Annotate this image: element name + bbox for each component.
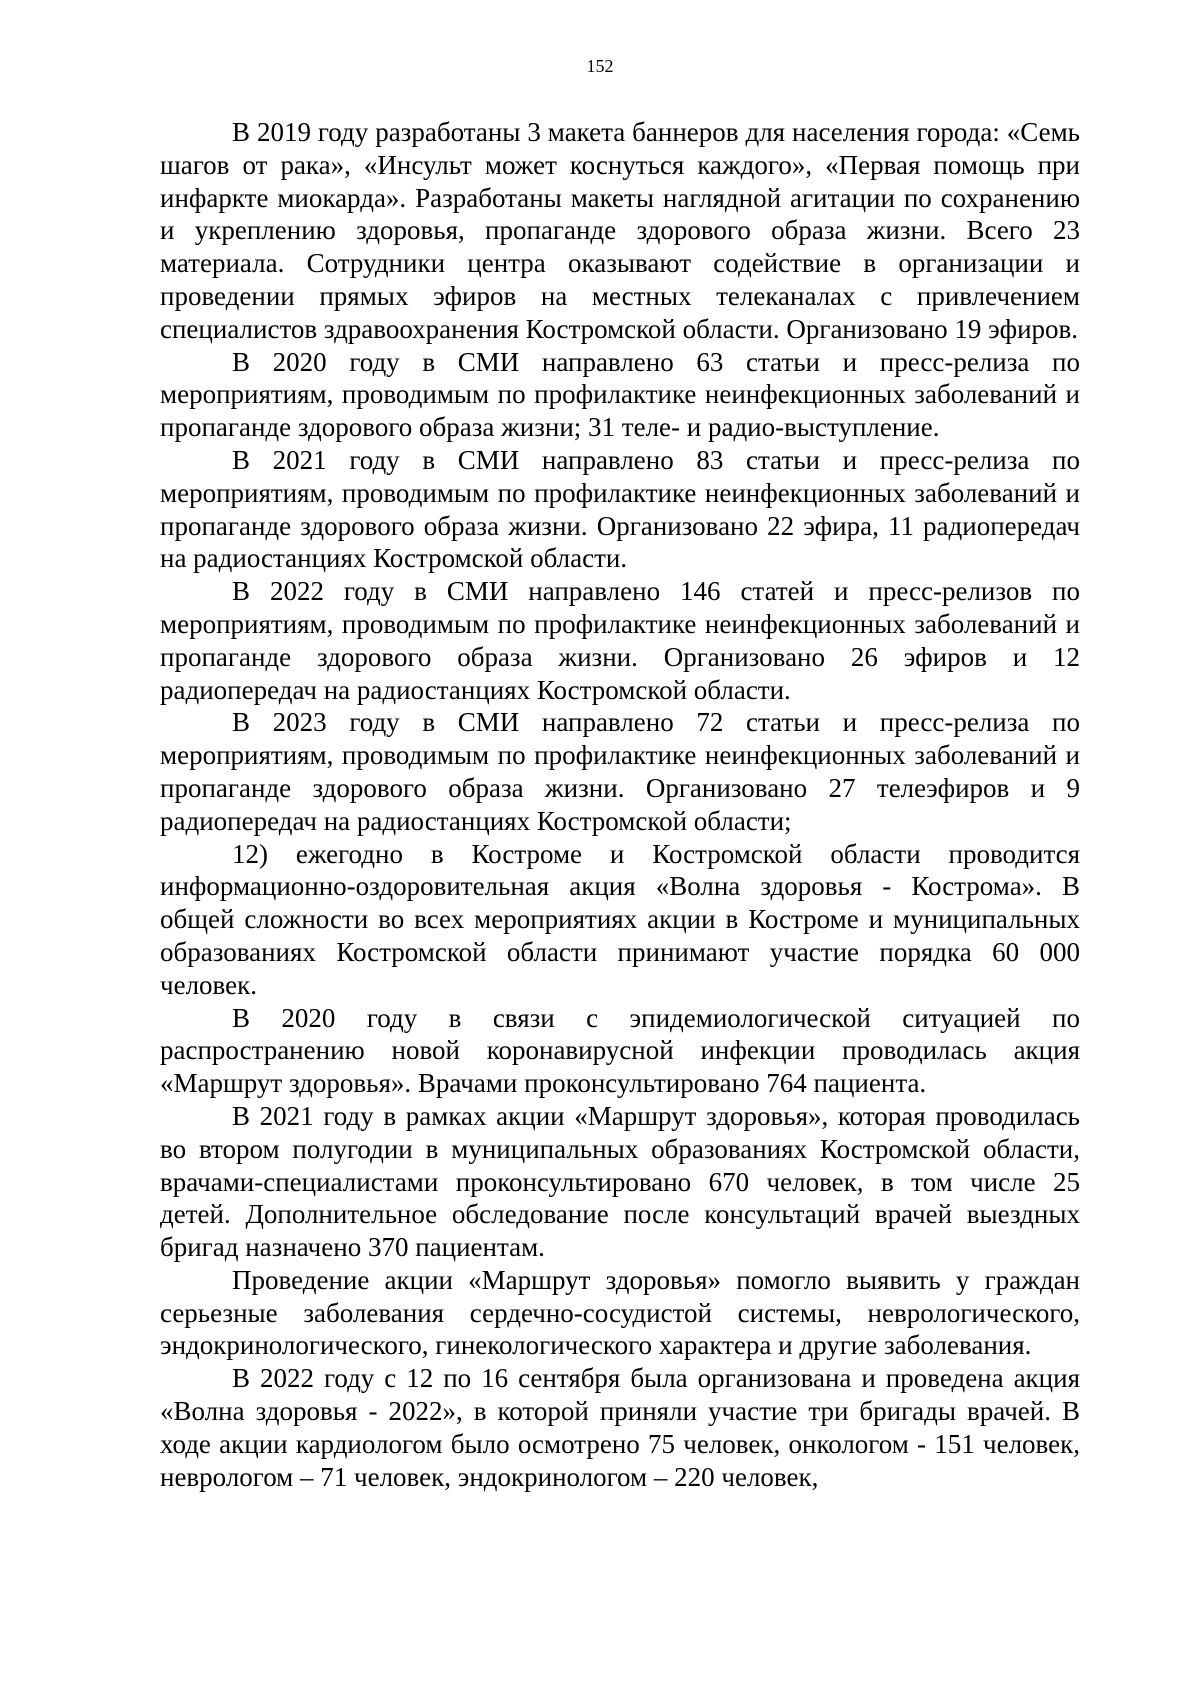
page-number: 152 xyxy=(586,56,614,76)
paragraph-2023-media: В 2023 году в СМИ направлено 72 статьи и пресс-релиза по мероприятиям, проводимым по профилактике неинфекционных заболеваний и пропаганде здорового образа жизни. Организовано 27 телеэфиров и 9 радиопередач на радиостанциях Костромской области; xyxy=(160,707,1080,836)
paragraph-2022-media: В 2022 году в СМИ направлено 146 статей и пресс-релизов по мероприятиям, проводимым по профилактике неинфекционных заболеваний и пропаганде здорового образа жизни. Организовано 26 эфиров и 12 радиопередач на радиостанциях Костромской области. xyxy=(160,576,1080,705)
paragraph-2020-health-route: В 2020 году в связи с эпидемиологической ситуацией по распространению новой коронавирусной инфекции проводилась акция «Маршрут здоровья». Врачами проконсультировано 764 пациента. xyxy=(160,1002,1080,1099)
paragraph-2022-health-wave: В 2022 году с 12 по 16 сентября была организована и проведена акция «Волна здоровья - 2022», в которой приняли участие три бригады врачей. В ходе акции кардиологом было осмотрено 75 человек, онкологом - 151 человек, неврологом – 71 человек, эндокринологом – 220 человек, xyxy=(160,1363,1080,1492)
paragraph-2021-media: В 2021 году в СМИ направлено 83 статьи и пресс-релиза по мероприятиям, проводимым по профилактике неинфекционных заболеваний и пропаганде здорового образа жизни. Организовано 22 эфира, 11 радиопередач на радиостанциях Костромской области. xyxy=(160,444,1080,574)
paragraph-item-12-health-wave: 12) ежегодно в Костроме и Костромской области проводится информационно-оздоровительная акция «Волна здоровья - Кострома». В общей сложности во всех мероприятиях акции в Костроме и муниципальных образованиях Костромской области принимают участие порядка 60 000 человек. xyxy=(160,838,1080,1000)
paragraph-2020-media: В 2020 году в СМИ направлено 63 статьи и пресс-релиза по мероприятиям, проводимым по профилактике неинфекционных заболеваний и пропаганде здорового образа жизни; 31 теле- и радио-выступление. xyxy=(160,346,1080,443)
paragraph-2021-health-route: В 2021 году в рамках акции «Маршрут здоровья», которая проводилась во втором полугодии в муниципальных образованиях Костромской области, врачами-специалистами проконсультировано 670 человек, в том числе 25 детей. Дополнительное обследование после консультаций врачей выездных бригад назначено 370 пациентам. xyxy=(160,1100,1080,1263)
paragraph-2019-banners: В 2019 году разработаны 3 макета баннеров для населения города: «Семь шагов от рака», «Инсульт может коснуться каждого», «Первая помощь при инфаркте миокарда». Разработаны макеты наглядной агитации по сохранению и укреплению здоровья, пропаганде здорового образа жизни. Всего 23 материала. Сотрудники центра оказывают содействие в организации и проведении прямых эфиров на местных телеканалах с привлечением специалистов здравоохранения Костромской области. Организовано 19 эфиров. xyxy=(160,117,1080,344)
document-body xyxy=(160,116,1080,1493)
paragraph-health-route-results: Проведение акции «Маршрут здоровья» помогло выявить у граждан серьезные заболевания сердечно-сосудистой системы, неврологического, эндокринологического, гинекологического характера и другие заболевания. xyxy=(160,1264,1080,1361)
